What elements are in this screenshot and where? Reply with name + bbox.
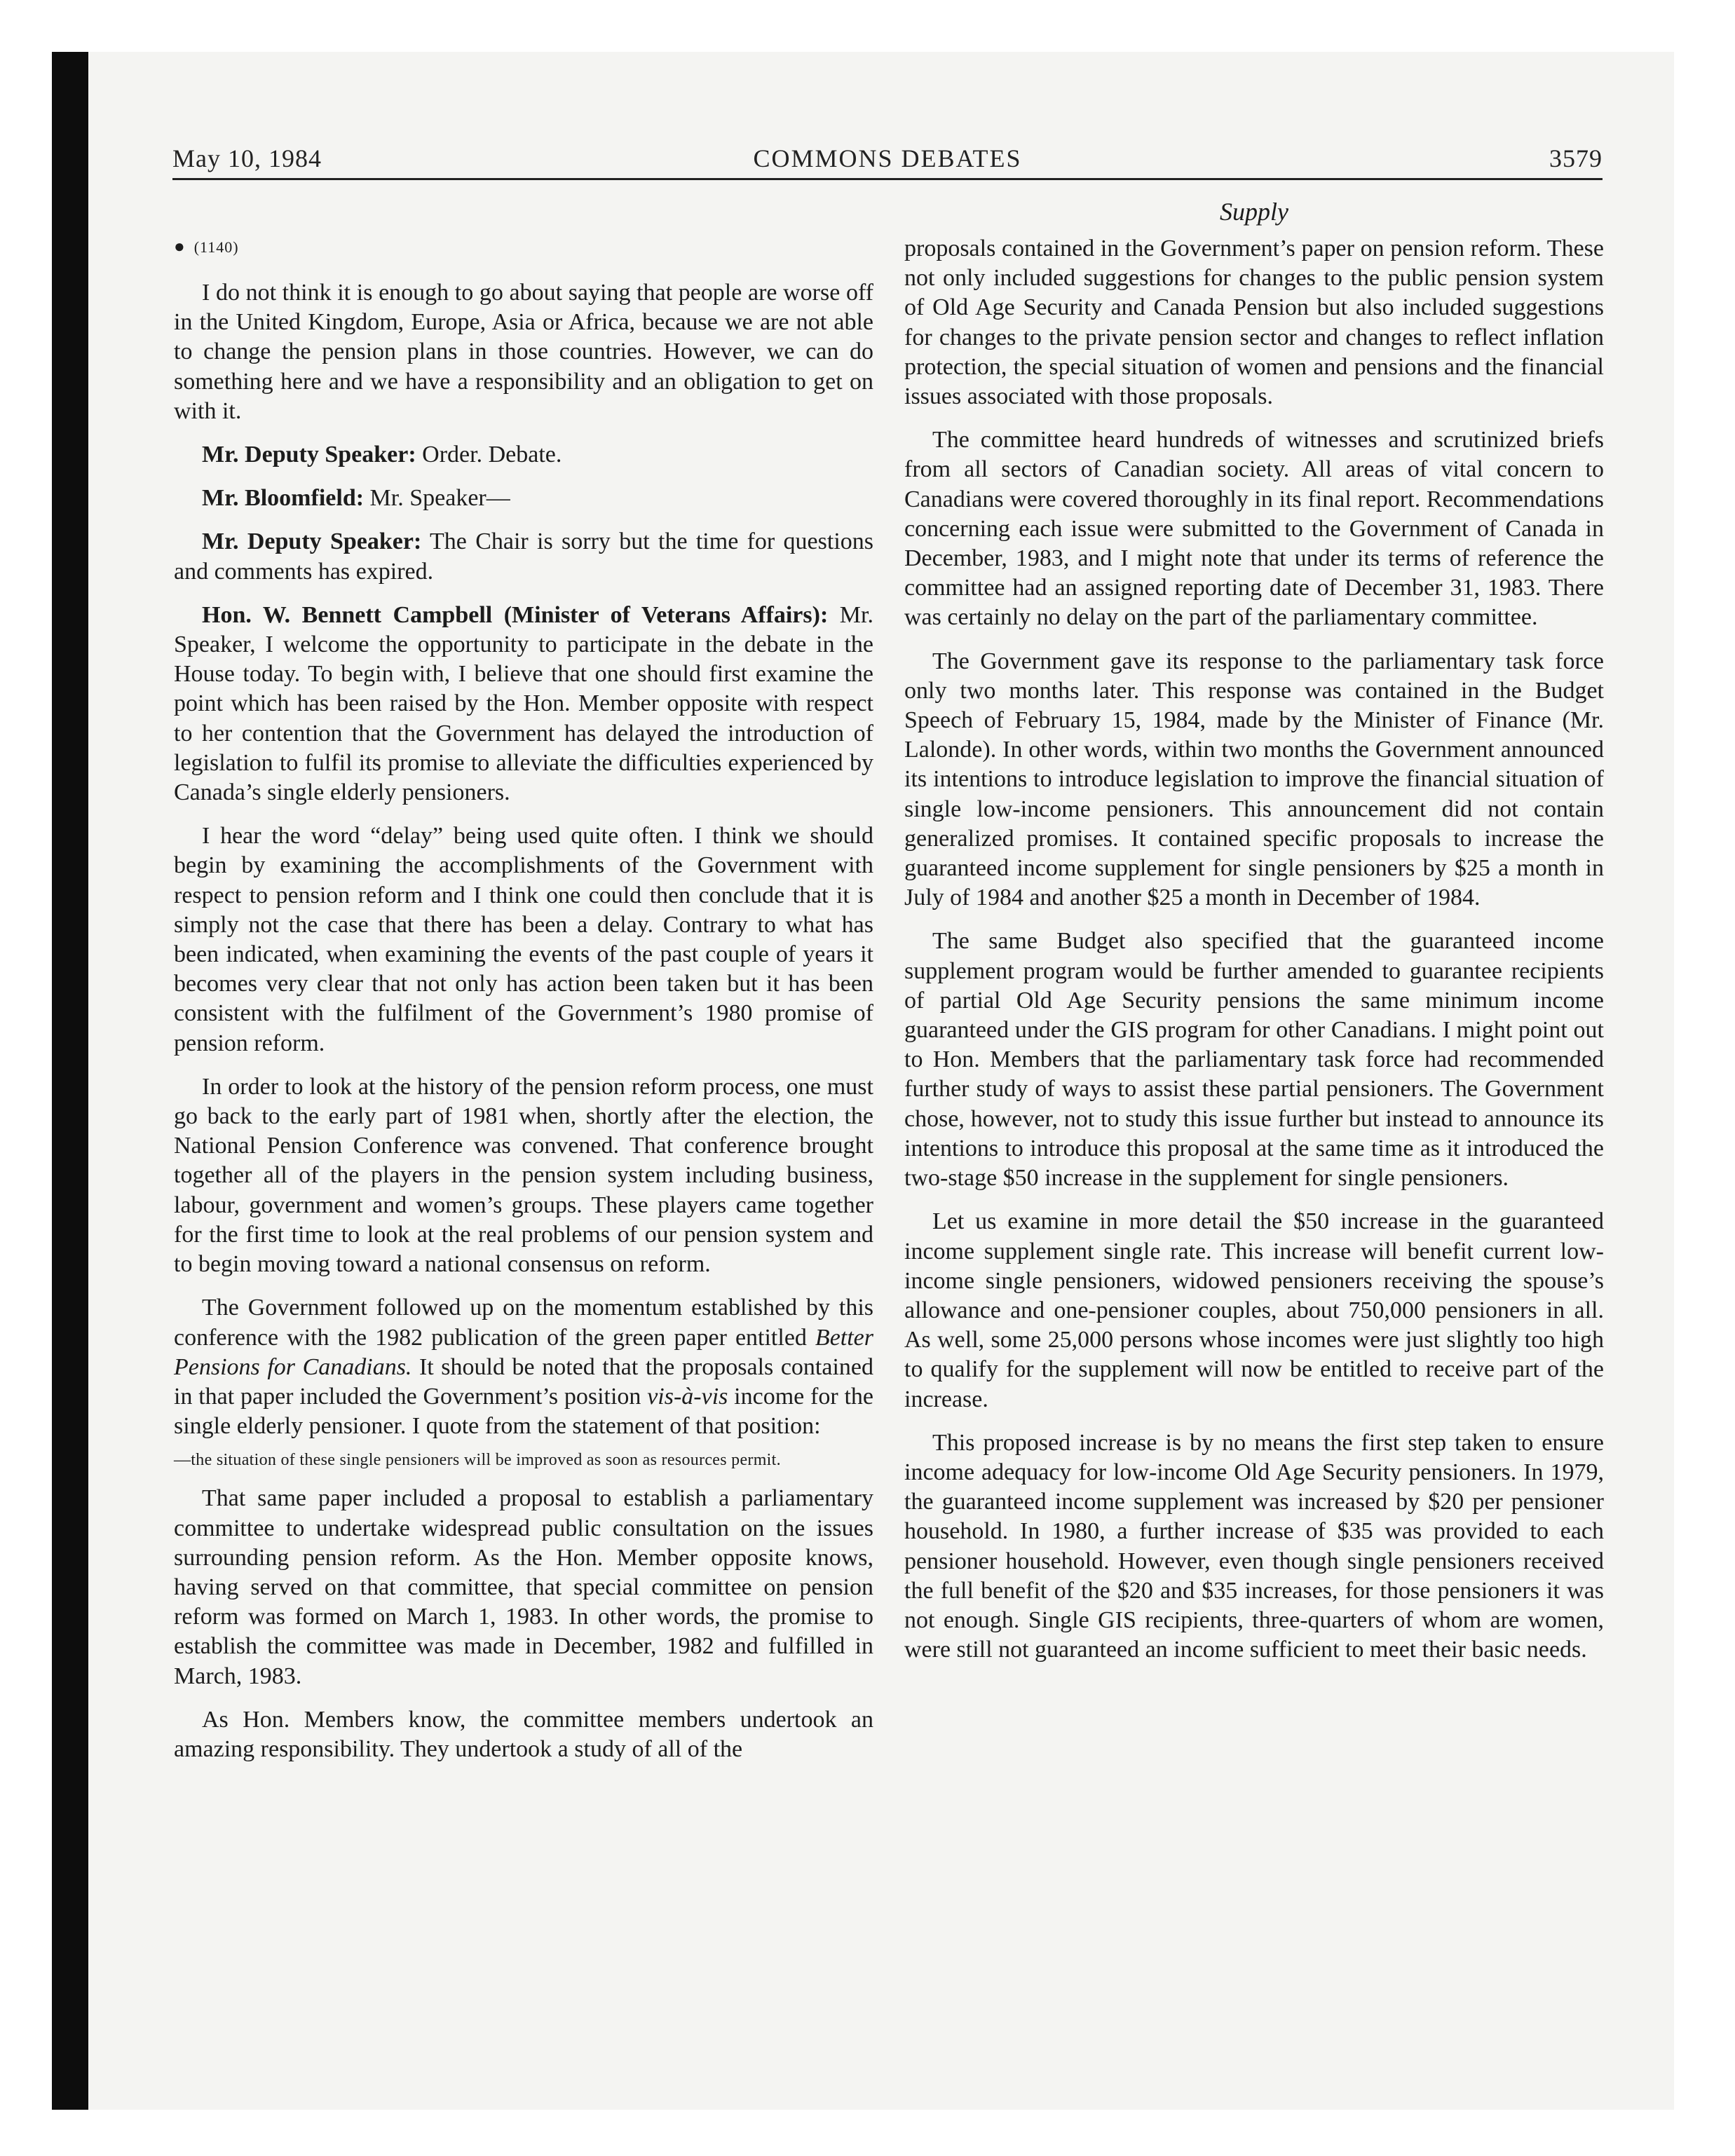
paragraph: In order to look at the history of the pension reform process, one must go back to the early part of 1981 when, shortly after the election, the National Pension Conference was convened. That conference brought together all of the players in the pension system including business, labour, government and women’s groups. These players came together for the first time to look at the real problems of our pension system and to begin moving toward a national consensus on reform.	[174, 1073, 873, 1278]
time-marker	[174, 233, 873, 261]
time-marker-text: (1140)	[193, 238, 239, 256]
scan-left-edge	[52, 52, 88, 2110]
document-title: Better Pensions for Canadians.	[174, 1324, 873, 1380]
speaker-name: Mr. Deputy Speaker:	[202, 528, 422, 555]
speech-text: Mr. Speaker—	[364, 485, 510, 512]
text-run: The Government followed up on the momentum established by this conference with the 1982 publication of the green paper entitled	[174, 1295, 873, 1351]
header-page-number: 3579	[1549, 144, 1603, 172]
paragraph: That same paper included a proposal to establish a parliamentary committee to undertake widespread public consultation on the issues surrounding pension reform. As the Hon. Member opposite knows, having served on that committee, that special committee on pension reform was formed on March 1, 1983. In other words, the promise to establish the committee was made in December, 1982 and fulfilled in March, 1983.	[174, 1485, 873, 1689]
left-column	[174, 233, 873, 1778]
speech-text: The Chair is sorry but the time for questions and comments has expired.	[174, 528, 874, 585]
text-run: income for the single elderly pensioner. I quote from the statement of that position:	[174, 1383, 873, 1440]
paragraph: As Hon. Members know, the committee members undertook an amazing responsibility. They undertook a study of all of the	[174, 1706, 873, 1762]
block-quote: —the situation of these single pensioners will be improved as soon as resources permit.	[174, 1451, 781, 1470]
speech-text: Mr. Speaker, I welcome the opportunity to participate in the debate in the House today. To begin with, I believe that one should first examine the point which has been raised by the Hon. Member opposite with respect to her contention that the Government has delayed the introduction of legislation to fulfil its promise to alleviate the difficulties experienced by Canada’s single elderly pensioners.	[174, 601, 873, 806]
speech-text: Order. Debate.	[416, 442, 562, 468]
speaker-paragraph	[174, 601, 873, 807]
speaker-name: Mr. Bloomfield:	[202, 485, 365, 512]
speaker-name: Hon. W. Bennett Campbell (Minister of Veterans Affairs):	[202, 601, 829, 628]
paragraph: Let us examine in more detail the $50 increase in the guaranteed income supplement single rate. This increase will benefit current low-income single pensioners, widowed pensioners receiving the spouse’s allowance and one-pensioner couples, about 750,000 pensioners in all. As well, some 25,000 persons whose incomes were just slightly too high to qualify for the supplement will now be entitled to receive part of the increase.	[904, 1208, 1604, 1412]
paragraph: The committee heard hundreds of witnesses and scrutinized briefs from all sectors of Canadian society. All areas of vital concern to Canadians were covered thoroughly in its final report. Recommendations concerning each issue were submitted to the Government of Canada in December, 1983, and I might note that under its terms of reference the committee had an assigned reporting date of December 31, 1983. There was certainly no delay on the part of the parliamentary committee.	[904, 427, 1604, 631]
paragraph	[174, 1293, 873, 1441]
bullet-icon: ●	[174, 236, 186, 257]
speaker-name: Mr. Deputy Speaker:	[202, 442, 416, 468]
running-head: Supply	[1220, 198, 1288, 226]
paragraph: I do not think it is enough to go about saying that people are worse off in the United Kingdom, Europe, Asia or Africa, because we are not able to change the pension plans in those countries. However, we can do something here and we have a responsibility and an obligation to get on with it.	[174, 280, 873, 424]
paragraph: proposals contained in the Government’s paper on pension reform. These not only included suggestions for changes to the public pension system of Old Age Security and Canada Pension but also included suggestions for changes to the private pension sector and changes to reflect inflation protection, the special situation of women and pensions and the financial issues associated with those proposals.	[904, 236, 1604, 410]
speaker-paragraph	[174, 527, 873, 586]
header-date: May 10, 1984	[172, 144, 322, 172]
text-run: It should be noted that the proposals contained in that paper included the Government’s position	[174, 1353, 873, 1410]
header-rule	[172, 178, 1603, 180]
paragraph: This proposed increase is by no means the first step taken to ensure income adequacy for low-income Old Age Security pensioners. In 1979, the guaranteed income supplement was increased by $20 per pensioner household. In 1980, a further increase of $35 was provided to each pensioner household. However, even though single pensioners received the full benefit of the $20 and $35 increases, for those pensioners it was not enough. Single GIS recipients, three-quarters of whom are women, were still not guaranteed an income sufficient to meet their basic needs.	[904, 1429, 1604, 1663]
paragraph: The Government gave its response to the parliamentary task force only two months later. This response was contained in the Budget Speech of February 15, 1984, made by the Minister of Finance (Mr. Lalonde). In other words, within two months the Government announced its intentions to introduce legislation to improve the financial situation of single low-income pensioners. This announcement did not contain generalized promises. It contained specific proposals to increase the guaranteed income supplement for single pensioners by $25 a month in July of 1984 and another $25 a month in December of 1984.	[904, 648, 1604, 911]
page-header	[172, 144, 1603, 180]
paragraph: The same Budget also specified that the guaranteed income supplement program would be further amended to guarantee recipients of partial Old Age Security pensions the same minimum income guaranteed under the GIS program for other Canadians. I might point out to Hon. Members that the parliamentary task force had recommended further study of ways to assist these partial pensioners. The Government chose, however, not to study this issue further but instead to announce its intentions to introduce this proposal at the same time as it introduced the two-stage $50 increase in the supplement for single pensioners.	[904, 928, 1604, 1192]
speaker-paragraph	[174, 440, 873, 470]
italic-phrase: vis-à-vis	[647, 1383, 728, 1410]
paragraph: I hear the word “delay” being used quite often. I think we should begin by examining the accomplishments of the Government with respect to pension reform and I think one could then conclude that it is simply not the case that there has been a delay. Contrary to what has been indicated, when examining the events of the past couple of years it becomes very clear that not only has action been taken but it has been consistent with the fulfilment of the Government’s 1980 promise of pension reform.	[174, 823, 873, 1056]
speaker-paragraph	[174, 484, 873, 513]
header-title: COMMONS DEBATES	[753, 144, 1022, 172]
right-column	[904, 196, 1604, 1679]
